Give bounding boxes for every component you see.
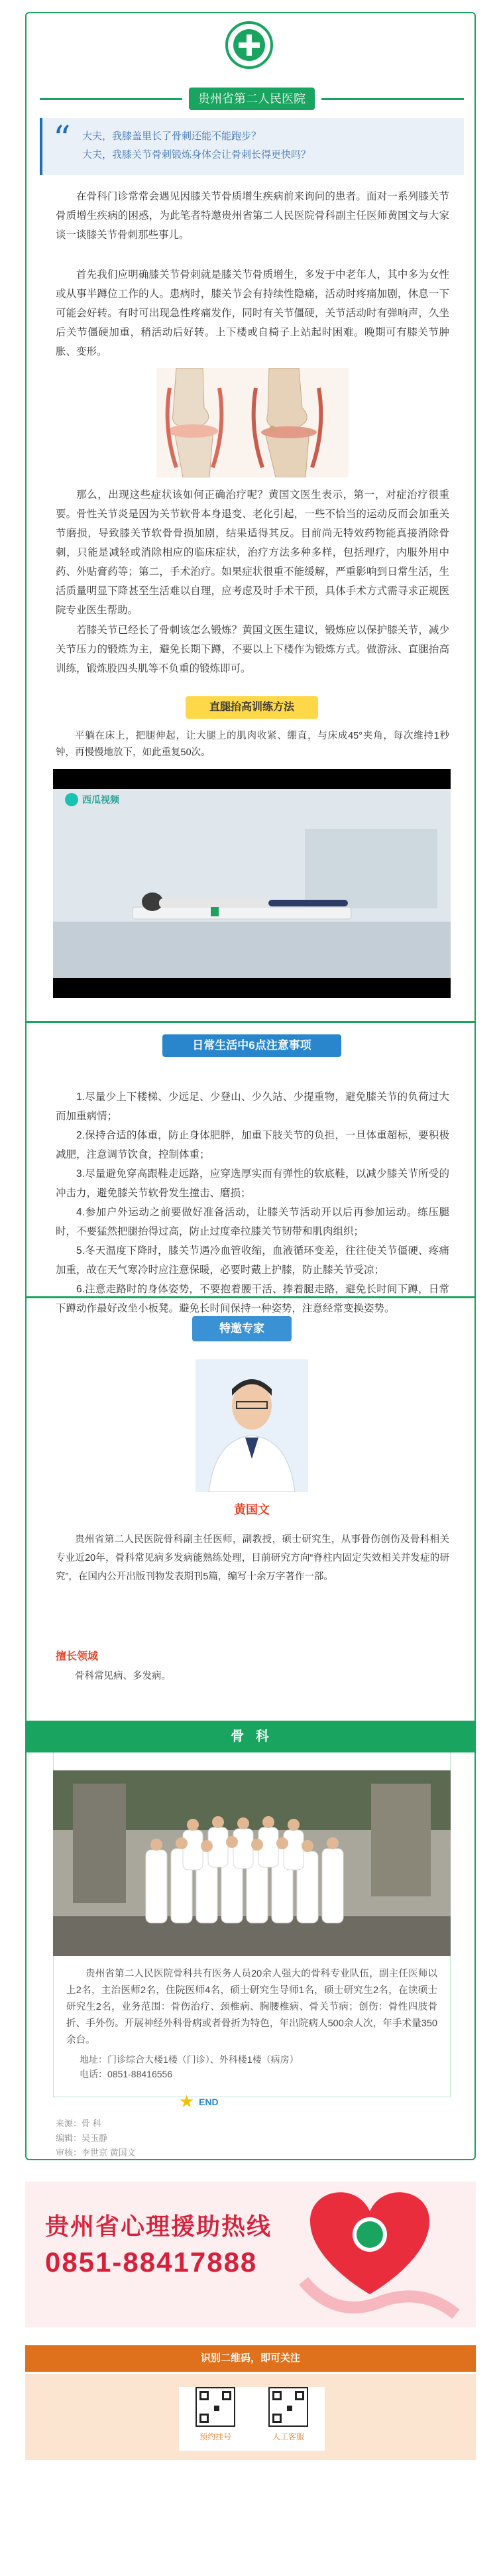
dept-description: 贵州省第二人民医院骨科共有医务人员20余人强大的骨科专业队伍，副主任医师以上2名，主治医师2名，住院医师4名，硕士研究生导师1名，硕士研究生2名，在读硕士研究生2名，业务范围：骨伤治疗、颈椎病、胸腰椎病、骨关节病；创伤：骨性四肢骨折、手外伤。开展神经外科骨病或者骨折为特色，年出院病人500余人次，年手术量350余台。 bbox=[66, 1969, 437, 2046]
intro-paragraph-1: 在骨科门诊常常会遇见因膝关节骨质增生疾病前来询问的患者。面对一系列膝关节骨质增生疾病的困惑，为此笔者特邀贵州省第二人民医院骨科副主任医师黄国文与大家谈一谈膝关节骨刺那些事儿。 bbox=[56, 191, 449, 241]
expert-name: 黄国文 bbox=[234, 1503, 270, 1516]
intro-paragraph-2: 首先我们应明确膝关节骨刺就是膝关节骨质增生，多发于中老年人，其中多为女性或从事半蹲位工作的人。患病时，膝关节会有持续性隐痛，活动时疼痛加剧，休息一下可能会好转。有时可出现急性疼痛发作，同时有关节僵硬，关节活动时有弹响声，久坐后关节僵硬加重，稍活动后好转。上下楼或自椅子上站起时困难。晚期可有膝关节肿胀、变形。 bbox=[56, 269, 449, 357]
dept-phone: 电话：0851-88416556 bbox=[80, 2069, 173, 2079]
tip-item: 3.尽量避免穿高跟鞋走远路，应穿选厚实而有弹性的软底鞋，以减少膝关节所受的冲击力，避免膝关节软骨发生撞击、磨损； bbox=[56, 1168, 449, 1199]
article-review: 审核：李世京 黄国文 bbox=[56, 2148, 136, 2158]
quote-line-1: 大夫，我膝盖里长了骨刺还能不能跑步？ bbox=[82, 131, 262, 142]
quote-box bbox=[40, 118, 464, 175]
qr-service[interactable] bbox=[252, 2387, 325, 2451]
end-mark: ★ END bbox=[179, 2091, 219, 2111]
hotline-banner bbox=[25, 2181, 476, 2327]
video-watermark: 西瓜视频 bbox=[82, 794, 119, 805]
leg-raise-label: 直腿抬高训练方法 bbox=[186, 696, 318, 719]
tip-item: 6.注意走路时的身体姿势，不要抱着腰干活、捧着腿走路，避免长时间下蹲，日常下蹲动作最好改坐小板凳。避免长时间保持一种姿势，注意经常变换姿势。 bbox=[56, 1284, 449, 1314]
hotline-title: 贵州省心理援助热线 bbox=[45, 2213, 272, 2240]
quote-icon: “ bbox=[53, 119, 71, 159]
daily-tips-label: 日常生活中6点注意事项 bbox=[162, 1034, 341, 1057]
follow-banner bbox=[25, 2345, 476, 2372]
exercise-paragraph: 若膝关节已经长了骨刺该怎么锻炼？黄国文医生建议，锻炼应以保护膝关节，减少关节压力的锻炼为主，避免长期下蹲，不要以上下楼作为锻炼方式。做游泳、直腿抬高训练，锻炼股四头肌等不负重的锻炼即可。 bbox=[56, 625, 449, 674]
qr-service-label: 人工客服 bbox=[272, 2432, 304, 2441]
qr-code-icon bbox=[195, 2387, 235, 2427]
hospital-name-bar bbox=[40, 88, 464, 110]
tip-item: 1.尽量少上下楼梯、少远足、少登山、少久站、少提重物，避免膝关节的负荷过大而加重病情； bbox=[56, 1091, 449, 1122]
tip-item: 4.参加户外运动之前要做好准备活动，让膝关节活动开以后再参加运动。练压腿时，不要猛然把腿抬得过高，防止过度牵拉膝关节韧带和肌肉组织； bbox=[56, 1207, 449, 1237]
star-icon: ★ bbox=[179, 2091, 195, 2111]
expertise-title: 擅长领域 bbox=[56, 1651, 99, 1662]
article-source: 来源：骨 科 bbox=[56, 2118, 101, 2128]
qr-appointment-label: 预约挂号 bbox=[199, 2432, 231, 2441]
tip-item: 5.冬天温度下降时，膝关节遇冷血管收缩，血液循环变差，往往使关节僵硬、疼痛加重，故在天气寒冷时应注意保暖，必要时戴上护膝，防止膝关节受凉； bbox=[56, 1245, 449, 1276]
hospital-logo-icon bbox=[225, 21, 273, 69]
article-frame bbox=[25, 12, 476, 2160]
hospital-name: 贵州省第二人民医院 bbox=[189, 88, 315, 110]
hotline-number[interactable]: 0851-88417888 bbox=[45, 2246, 258, 2278]
dept-address: 地址：门诊综合大楼1楼（门诊）、外科楼1楼（病房） bbox=[80, 2054, 299, 2065]
expert-label: 特邀专家 bbox=[192, 1316, 292, 1341]
treatment-paragraph: 那么，出现这些症状该如何正确治疗呢？黄国文医生表示，第一，对症治疗很重要。骨性关节炎是因为关节软骨本身退变、老化引起，一些不恰当的运动反而会加重关节磨损，导致膝关节软骨骨损加剧，结果适得其反。目前尚无特效药物能真接消除骨刺，只能是减轻或消除相应的临床症状，治疗方法多种多样，包括理疗，内服外用中药、外贴膏药等；第二，手术治疗。如果症状很重不能缓解，严重影响到日常生活，生活质量明显下降甚至生活难以自理，应考虑及时手术干预，具体手术方式需寻求正规医院专业医生帮助。 bbox=[56, 489, 449, 616]
qr-appointment[interactable] bbox=[179, 2387, 252, 2451]
expert-bio: 贵州省第二人民医院骨科副主任医师，副教授，硕士研究生，从事骨伤创伤及骨科相关专业近20年，骨科常见病多发病能熟练处理，目前研究方向“脊柱内固定失效相关并发症的研究”，在国内公开出版刊物发表期刊5篇，编写十余万字著作一部。 bbox=[56, 1534, 449, 1582]
dept-group-photo bbox=[53, 1770, 451, 1956]
knee-joint-illustration bbox=[156, 368, 349, 477]
tip-item: 2.保持合适的体重，防止身体肥胖，加重下肢关节的负担，一旦体重超标，要积极减肥，注意调节饮食，控制体重； bbox=[56, 1130, 449, 1160]
qr-code-icon bbox=[268, 2387, 308, 2427]
dept-banner bbox=[27, 1721, 476, 1752]
section-divider bbox=[27, 1021, 476, 1023]
section-divider bbox=[27, 1296, 476, 1298]
daily-tips-list bbox=[56, 1087, 449, 1318]
exercise-video[interactable] bbox=[53, 769, 451, 998]
leg-raise-instructions: 平躺在床上，把腿伸起，让大腿上的肌肉收紧、绷直，与床成45°夹角，每次维持1秒钟，再慢慢地放下，如此重复50次。 bbox=[56, 731, 449, 758]
dept-title: 骨 科 bbox=[231, 1729, 273, 1744]
follow-title: 识别二维码，即可关注 bbox=[200, 2353, 300, 2364]
quote-line-2: 大夫，我膝关节骨刺锻炼身体会让骨刺长得更快吗？ bbox=[82, 149, 311, 160]
expertise-text: 骨科常见病、多发病。 bbox=[75, 1671, 171, 1682]
expert-photo bbox=[195, 1359, 308, 1492]
article-editor: 编辑：吴玉静 bbox=[56, 2133, 108, 2143]
